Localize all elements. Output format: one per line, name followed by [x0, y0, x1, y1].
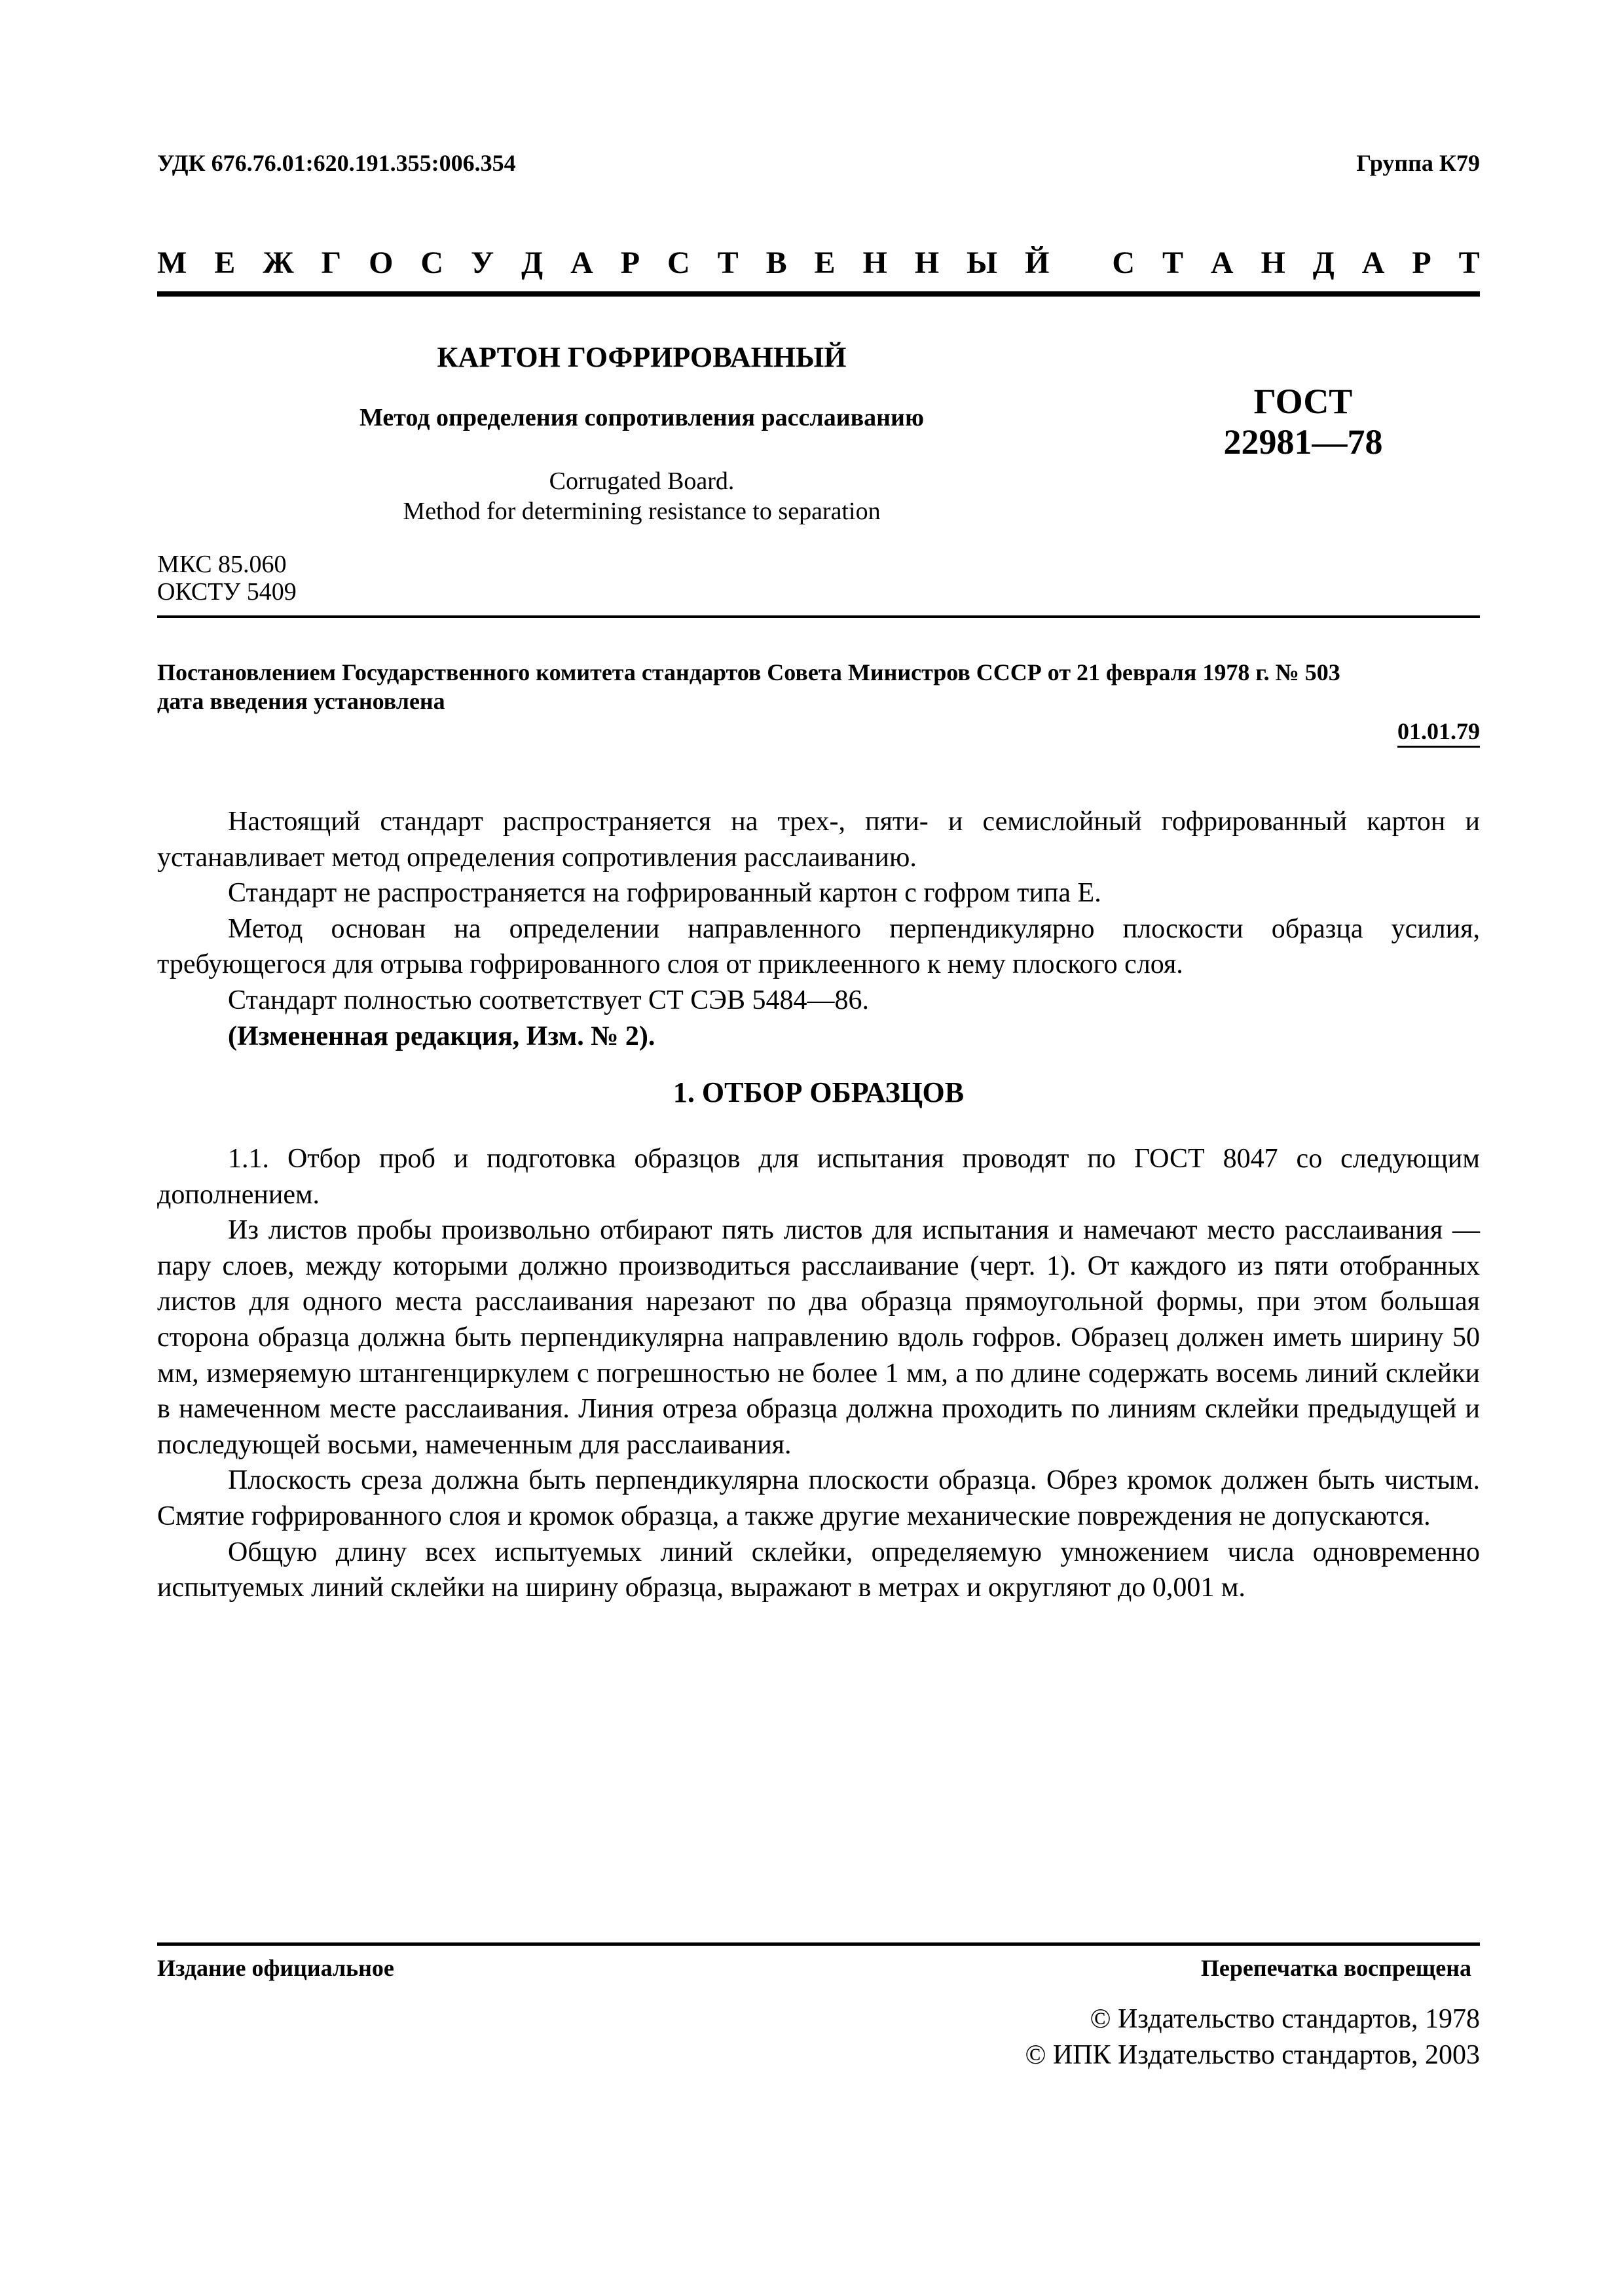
- banner-letter: Т: [717, 246, 739, 280]
- title-block-rule: [157, 615, 1480, 618]
- footer-rule: [157, 1942, 1480, 1946]
- english-subtitle: Method for determining resistance to separation: [403, 498, 881, 525]
- banner-letter: С: [667, 246, 690, 280]
- banner-letter: Т: [1458, 246, 1480, 280]
- official-edition: Издание официальное: [157, 1955, 394, 1981]
- section-paragraph: Из листов пробы произвольно отбирают пять листов для испытания и намечают место расслаивания — пару слоев, между которыми должно производиться расслаивание (черт. 1). От каждого из пяти отобранных листов для одного места расслаивания нарезают по два образца прямоугольной формы, при этом большая сторона образца должна быть перпендикулярна направлению вдоль гофров. Образец должен иметь ширину 50 мм, измеряемую штангенциркулем с погрешностью не более 1 мм, а по длине содержать восемь линий склейки в намеченном месте расслаивания. Линия отреза образца должна проходить по линиям склейки предыдущей и последующей восьми, намеченным для расслаивания.: [157, 1215, 1480, 1460]
- banner-letter: С: [1112, 246, 1135, 280]
- banner-letter: А: [570, 246, 593, 280]
- banner-letter: Ж: [263, 246, 294, 280]
- banner-letter: Ы: [967, 246, 998, 280]
- group-code: Группа К79: [1356, 150, 1480, 176]
- banner-letter: А: [1210, 246, 1234, 280]
- introduction-date: 01.01.79: [1397, 717, 1480, 748]
- copyright-line: © ИПК Издательство стандартов, 2003: [1025, 2040, 1480, 2070]
- banner-letter: Г: [321, 246, 342, 280]
- intro-paragraph: Метод основан на определении направленного перпендикулярно плоскости образца усилия, требующегося для отрыва гофрированного слоя от приклеенного к нему плоского слоя.: [157, 913, 1480, 980]
- section-paragraph: Общую длину всех испытуемых линий склейки, определяемую умножением числа одновременно испытуемых линий склейки на ширину образца, выражают в метрах и округляют до 0,001 м.: [157, 1537, 1480, 1603]
- banner-letter: Д: [1312, 246, 1335, 280]
- banner-letter: В: [765, 246, 787, 280]
- gost-label: ГОСТ: [1253, 382, 1353, 421]
- banner-letter: О: [369, 246, 394, 280]
- banner-letter: Т: [1162, 246, 1183, 280]
- banner-letter: С: [420, 246, 444, 280]
- document-subtitle: Метод определения сопротивления расслаиванию: [359, 404, 924, 431]
- standard-type-banner: [157, 245, 1480, 281]
- decree-line: Постановлением Государственного комитета стандартов Совета Министров СССР от 21 февраля 1978 г. № 503: [157, 659, 1340, 685]
- okstu-code: ОКСТУ 5409: [157, 578, 297, 606]
- banner-letter: Д: [521, 246, 544, 280]
- top-thick-rule: [157, 291, 1480, 297]
- banner-letter: Е: [814, 246, 836, 280]
- gost-number: 22981—78: [1223, 422, 1383, 462]
- banner-letter: Р: [620, 246, 640, 280]
- intro-section: [157, 804, 1480, 1054]
- banner-letter: Р: [1412, 246, 1431, 280]
- section-paragraph: Плоскость среза должна быть перпендикулярна плоскости образца. Обрез кромок должен быть чистым. Смятие гофрированного слоя и кромок образца, а также другие механические повреждения не допускаются.: [157, 1465, 1480, 1531]
- intro-paragraph: Стандарт полностью соответствует СТ СЭВ 5484—86.: [228, 985, 869, 1015]
- banner-letter: Н: [914, 246, 940, 280]
- banner-letter: У: [470, 246, 494, 280]
- banner-letter: Е: [214, 246, 236, 280]
- english-title: Corrugated Board.: [549, 467, 735, 495]
- intro-paragraph: Настоящий стандарт распространяется на трех-, пяти- и семислойный гофрированный картон и устанавливает метод определения сопротивления расслаиванию.: [157, 807, 1480, 873]
- section-heading: 1. ОТБОР ОБРАЗЦОВ: [673, 1076, 965, 1108]
- reprint-notice: Перепечатка воспрещена: [1200, 1955, 1471, 1981]
- introduction-date-label: дата введения установлена: [157, 688, 445, 714]
- banner-letter: [1077, 245, 1084, 281]
- banner-letter: Й: [1025, 246, 1050, 280]
- amendment-note: (Измененная редакция, Изм. № 2).: [228, 1021, 655, 1051]
- document-title: КАРТОН ГОФРИРОВАННЫЙ: [437, 341, 847, 373]
- banner-letter: Н: [862, 246, 887, 280]
- udk-code: УДК 676.76.01:620.191.355:006.354: [157, 150, 516, 176]
- mks-code: МКС 85.060: [157, 551, 287, 578]
- section-body: [157, 1141, 1480, 1606]
- banner-letter: Н: [1261, 246, 1285, 280]
- copyright-line: © Издательство стандартов, 1978: [1090, 2004, 1480, 2034]
- banner-letter: М: [157, 246, 187, 280]
- banner-letter: А: [1361, 246, 1385, 280]
- intro-paragraph: Стандарт не распространяется на гофрированный картон с гофром типа Е.: [228, 878, 1101, 909]
- section-paragraph: 1.1. Отбор проб и подготовка образцов для испытания проводят по ГОСТ 8047 со следующим дополнением.: [157, 1144, 1480, 1210]
